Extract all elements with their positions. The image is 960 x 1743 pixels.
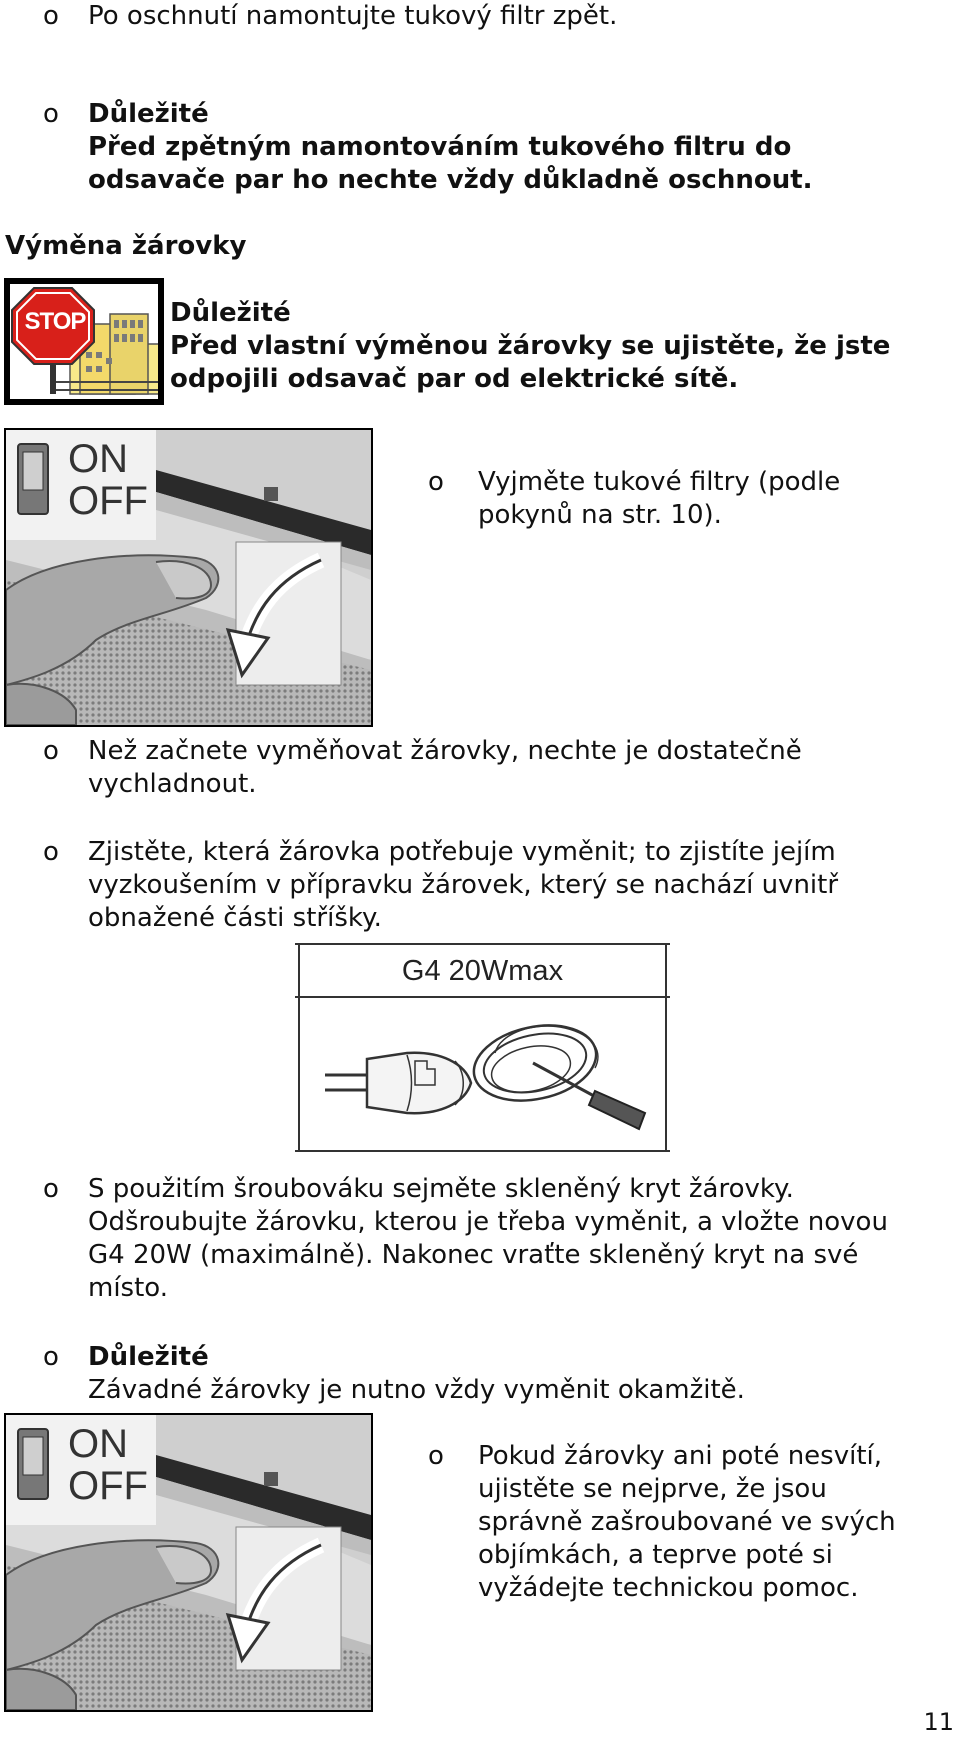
step-check-sockets: Pokud žárovky ani poté nesvítí, ujistěte se nejprve, že jsou správně zašroubované ve svých objímkách, a teprve poté si vyžádejte technickou pomoc. <box>478 1441 896 1603</box>
bullet-marker: o <box>43 1342 59 1372</box>
bulb-spec-label: G4 20Wmax <box>401 955 564 987</box>
switch-photo-icon <box>6 430 371 725</box>
bullet-marker: o <box>43 99 59 129</box>
page-number: 11 <box>923 1708 954 1736</box>
stop-sign-image <box>4 278 164 405</box>
bullet-marker: o <box>43 1 59 31</box>
bullet-marker: o <box>43 736 59 766</box>
stop-sign-icon <box>10 284 158 399</box>
bullet-marker: o <box>43 1174 59 1204</box>
important-text: Závadné žárovky je nutno vždy vyměnit okamžitě. <box>88 1375 745 1405</box>
step-replace-bulb: S použitím šroubováku sejměte skleněný kryt žárovky. Odšroubujte žárovku, kterou je třeba vyměnit, a vložte novou G4 20W (maximálně). Nakonec vraťte skleněný kryt na své místo. <box>88 1174 888 1303</box>
switch-on-label: ON <box>68 437 128 481</box>
bullet-marker: o <box>428 467 444 497</box>
important-text: Před zpětným namontováním tukového filtru do odsavače par ho nechte vždy důkladně oschnout. <box>88 132 813 195</box>
bulb-spec-image <box>295 943 670 1154</box>
switch-on-label: ON <box>68 1422 128 1466</box>
bullet-marker: o <box>43 837 59 867</box>
step-find-bulb: Zjistěte, která žárovka potřebuje vyměnit; to zjistíte jejím vyzkoušením v přípravku žárovek, který se nachází uvnitř obnažené části stříšky. <box>88 837 839 933</box>
stop-note-text: Před vlastní výměnou žárovky se ujistěte, že jste odpojili odsavač par od elektrické sítě. <box>170 331 891 394</box>
section-title: Výměna žárovky <box>5 231 247 261</box>
switch-off-image <box>4 1413 373 1712</box>
switch-photo-icon <box>6 1415 371 1710</box>
important-title: Důležité <box>88 1342 209 1372</box>
stop-sign-text: STOP <box>24 308 86 335</box>
stop-note-title: Důležité <box>170 298 291 328</box>
switch-off-label: OFF <box>68 1464 148 1508</box>
step-reinstall-filter: Po oschnutí namontujte tukový filtr zpět. <box>88 1 618 31</box>
switch-off-image <box>4 428 373 727</box>
step-cool-down: Než začnete vyměňovat žárovky, nechte je dostatečně vychladnout. <box>88 736 802 799</box>
step-remove-filters: Vyjměte tukové filtry (podle pokynů na str. 10). <box>478 467 841 530</box>
switch-off-label: OFF <box>68 479 148 523</box>
bullet-marker: o <box>428 1441 444 1471</box>
important-title: Důležité <box>88 99 209 129</box>
